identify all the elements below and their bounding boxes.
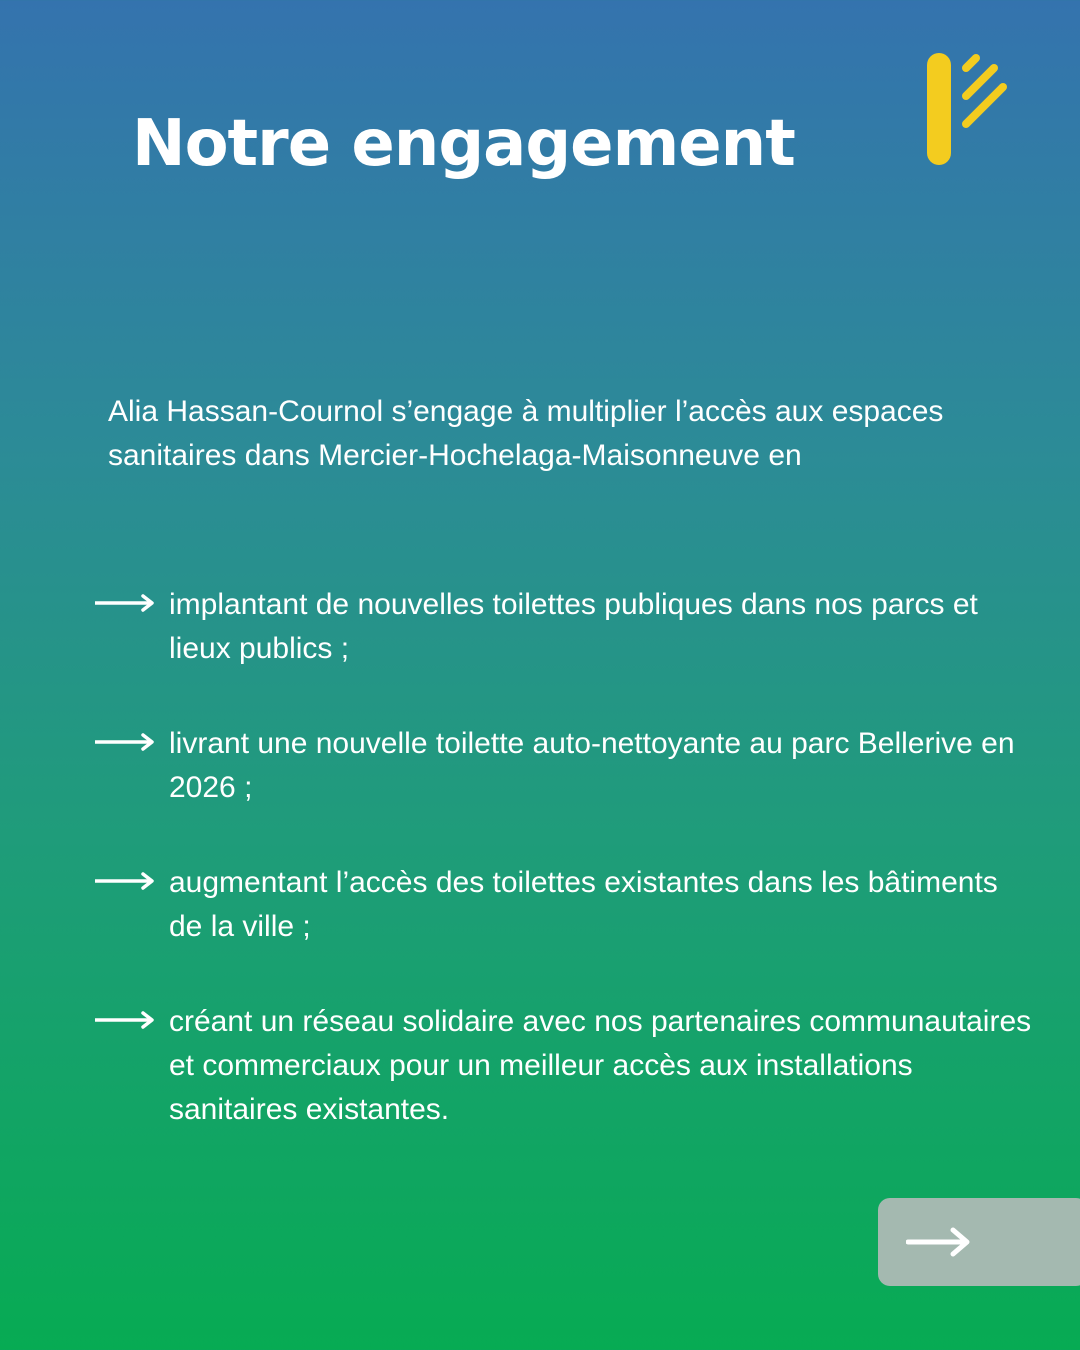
arrow-right-icon <box>95 592 155 614</box>
arrow-right-icon <box>95 1009 155 1031</box>
arrow-right-icon <box>906 1226 972 1258</box>
intro-paragraph: Alia Hassan-Cournol s’engage à multiplier l’accès aux espaces sanitaires dans Mercier-Hochelaga-Maisonneuve en <box>108 395 944 472</box>
arrow-right-icon <box>95 870 155 892</box>
list-item <box>0 722 1080 810</box>
next-slide-button[interactable] <box>878 1198 1080 1286</box>
list-item-text: créant un réseau solidaire avec nos partenaires communautaires et commerciaux pour un meilleur accès aux installations sanitaires existantes. <box>169 1005 1032 1126</box>
list-item <box>0 861 1080 949</box>
commitment-list <box>0 583 1080 1183</box>
page-title: Notre engagement <box>132 107 795 181</box>
arrow-right-icon <box>95 731 155 753</box>
list-item <box>0 583 1080 671</box>
party-logo-icon <box>922 48 1012 168</box>
list-item-text: implantant de nouvelles toilettes publiques dans nos parcs et lieux publics ; <box>169 588 978 665</box>
list-item-text: livrant une nouvelle toilette auto-nettoyante au parc Bellerive en 2026 ; <box>169 727 1015 804</box>
list-item <box>0 1000 1080 1132</box>
list-item-text: augmentant l’accès des toilettes existantes dans les bâtiments de la ville ; <box>169 866 998 943</box>
